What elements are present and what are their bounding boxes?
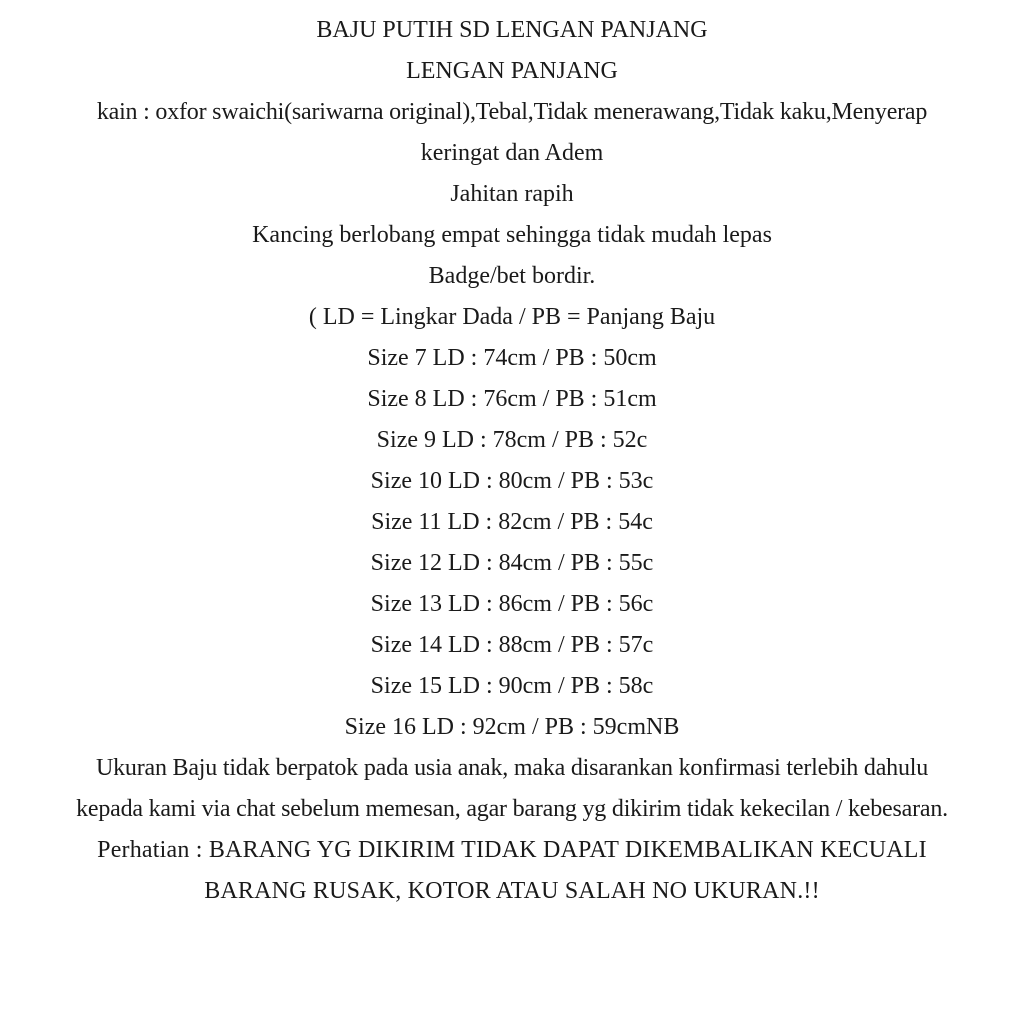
return-policy-warning-line-2: BARANG RUSAK, KOTOR ATAU SALAH NO UKURAN.!! — [204, 878, 820, 904]
size-chart-row: Size 15 LD : 90cm / PB : 58c — [370, 673, 654, 699]
size-chart-row: Size 8 LD : 76cm / PB : 51cm — [367, 386, 657, 412]
size-legend: ( LD = Lingkar Dada / PB = Panjang Baju — [308, 304, 716, 330]
size-chart-row: Size 9 LD : 78cm / PB : 52c — [376, 427, 648, 453]
sizing-advice-line-2: kepada kami via chat sebelum memesan, agar barang yg dikirim tidak kekecilan / kebesaran. — [76, 796, 948, 822]
size-chart-row: Size 13 LD : 86cm / PB : 56c — [370, 591, 654, 617]
size-chart-row: Size 7 LD : 74cm / PB : 50cm — [367, 345, 657, 371]
size-chart-row: Size 14 LD : 88cm / PB : 57c — [370, 632, 654, 658]
badge-note: Badge/bet bordir. — [428, 263, 596, 289]
size-chart-row: Size 12 LD : 84cm / PB : 55c — [370, 550, 654, 576]
size-chart-list — [0, 338, 1024, 748]
return-policy-warning-line-1: Perhatian : BARANG YG DIKIRIM TIDAK DAPAT DIKEMBALIKAN KECUALI — [97, 837, 927, 863]
sizing-advice-line-1: Ukuran Baju tidak berpatok pada usia anak, maka disarankan konfirmasi terlebih dahulu — [95, 755, 929, 781]
fabric-description-line-2: keringat dan Adem — [420, 140, 604, 166]
product-description — [0, 10, 1024, 912]
product-title: BAJU PUTIH SD LENGAN PANJANG — [316, 17, 708, 43]
size-chart-row: Size 10 LD : 80cm / PB : 53c — [370, 468, 654, 494]
stitching-note: Jahitan rapih — [450, 181, 574, 207]
size-chart-row: Size 11 LD : 82cm / PB : 54c — [371, 509, 653, 535]
fabric-description-line-1: kain : oxfor swaichi(sariwarna original),Tebal,Tidak menerawang,Tidak kaku,Menyerap — [96, 99, 928, 125]
buttons-note: Kancing berlobang empat sehingga tidak mudah lepas — [252, 222, 772, 248]
size-chart-row: Size 16 LD : 92cm / PB : 59cmNB — [344, 714, 680, 740]
product-subtitle: LENGAN PANJANG — [406, 58, 618, 84]
